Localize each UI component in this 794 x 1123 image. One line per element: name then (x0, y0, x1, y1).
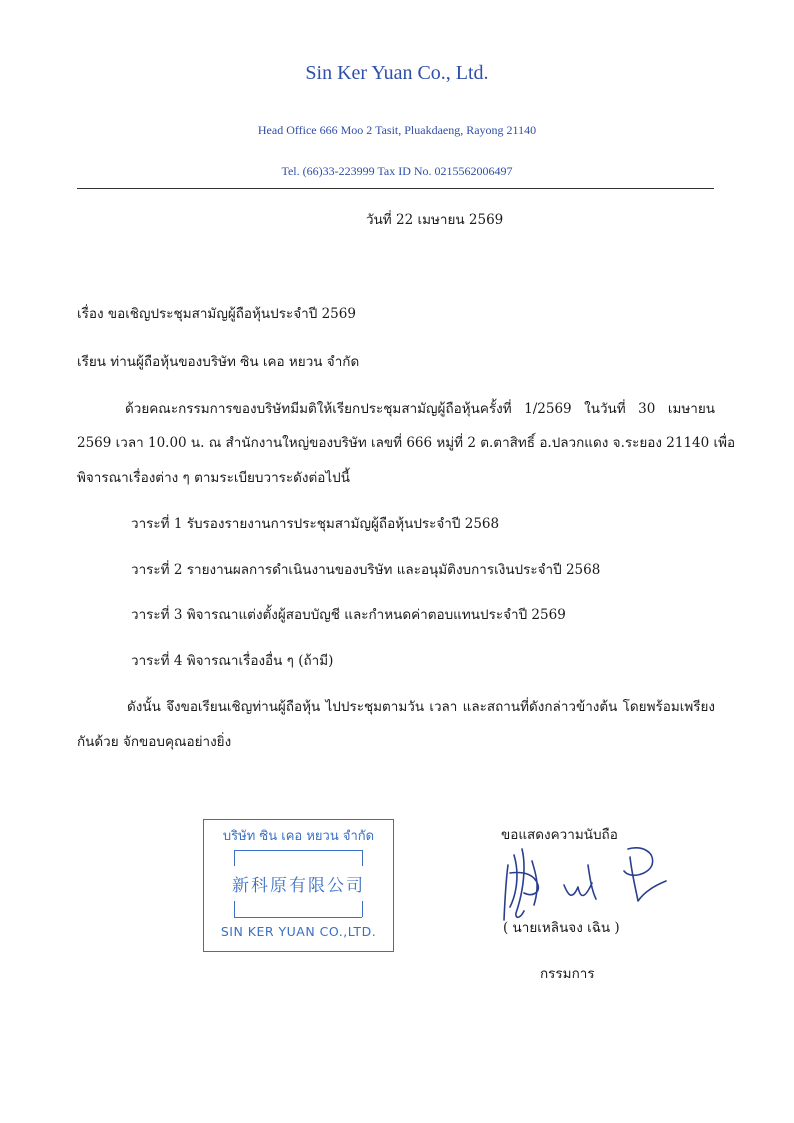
company-address: Head Office 666 Moo 2 Tasit, Pluakdaeng, Rayong 21140 (257, 123, 537, 137)
letter-salutation: เรียน ท่านผู้ถือหุ้นของบริษัท ซิน เคอ หยวน จำกัด (77, 354, 360, 370)
stamp-divider (234, 901, 235, 917)
company-stamp (203, 819, 394, 952)
letter-date: วันที่ 22 เมษายน 2569 (366, 212, 504, 228)
signatory-title: กรรมการ (540, 966, 595, 982)
header-divider (77, 188, 714, 189)
stamp-divider (234, 917, 362, 918)
stamp-divider (362, 901, 363, 917)
company-contact: Tel. (66)33-223999 Tax ID No. 0215562006497 (281, 164, 513, 178)
signatory-name: ( นายเหลินจง เฉิน ) (503, 920, 620, 936)
stamp-english-name: SIN KER YUAN CO.,LTD. (220, 924, 377, 939)
agenda-item-4: วาระที่ 4 พิจารณาเรื่องอื่น ๆ (ถ้ามี) (131, 653, 334, 669)
stamp-divider (234, 850, 235, 866)
paragraph1-line2: 2569 เวลา 10.00 น. ณ สำนักงานใหญ่ของบริษัท เลขที่ 666 หมู่ที่ 2 ต.ตาสิทธิ์ อ.ปลวกแดง จ.ระยอง 21140 เพื่อ (77, 435, 736, 451)
letter-subject: เรื่อง ขอเชิญประชุมสามัญผู้ถือหุ้นประจำปี 2569 (77, 306, 356, 322)
paragraph2-line2: กันด้วย จักขอบคุณอย่างยิ่ง (77, 734, 232, 750)
stamp-divider (362, 850, 363, 866)
stamp-thai-name: บริษัท ซิน เคอ หยวน จำกัด (222, 829, 375, 844)
paragraph2-line1: ดังนั้น จึงขอเรียนเชิญท่านผู้ถือหุ้น ไปประชุมตามวัน เวลา และสถานที่ดังกล่าวข้างต้น โดยพร้อมเพรียง (127, 699, 715, 715)
agenda-item-1: วาระที่ 1 รับรองรายงานการประชุมสามัญผู้ถือหุ้นประจำปี 2568 (131, 516, 500, 532)
agenda-item-2: วาระที่ 2 รายงานผลการดำเนินงานของบริษัท และอนุมัติงบการเงินประจำปี 2568 (131, 562, 601, 578)
signature-closing: ขอแสดงความนับถือ (501, 827, 618, 843)
paragraph1-line1: ด้วยคณะกรรมการของบริษัทมีมติให้เรียกประชุมสามัญผู้ถือหุ้นครั้งที่ 1/2569 ในวันที่ 30 เมษายน (125, 401, 715, 417)
stamp-divider (234, 850, 362, 851)
agenda-item-3: วาระที่ 3 พิจารณาแต่งตั้งผู้สอบบัญชี และกำหนดค่าตอบแทนประจำปี 2569 (131, 607, 566, 623)
paragraph1-line3: พิจารณาเรื่องต่าง ๆ ตามระเบียบวาระดังต่อไปนี้ (77, 470, 350, 486)
stamp-chinese-name: 新科原有限公司 (232, 876, 365, 896)
company-name: Sin Ker Yuan Co., Ltd. (305, 62, 489, 84)
